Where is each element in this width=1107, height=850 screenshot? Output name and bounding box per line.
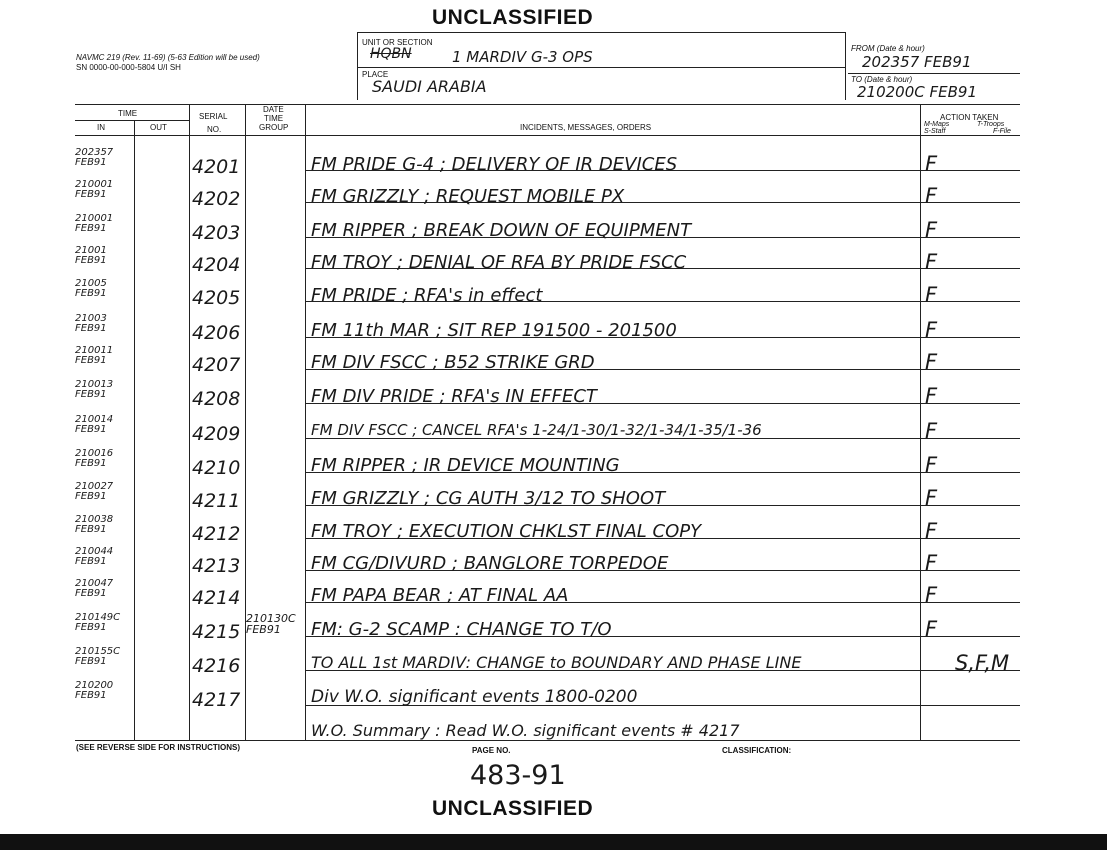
action-code: F [925, 419, 938, 443]
table-header-divider [75, 135, 1020, 136]
serial-no: 4210 [192, 457, 241, 479]
in-header: IN [97, 123, 105, 132]
dtg-header-group: GROUP [259, 123, 289, 132]
message: FM DIV FSCC ; CANCEL RFA's 1-24/1-30/1-32/1-34/1-35/1-36 [311, 421, 762, 439]
incidents-action-divider [920, 104, 921, 740]
serial-no: 4205 [192, 287, 241, 309]
action-code: F [925, 350, 938, 374]
message: FM PRIDE G-4 ; DELIVERY OF IR DEVICES [311, 154, 678, 175]
action-code: F [925, 384, 938, 408]
message: FM TROY ; EXECUTION CHKLST FINAL COPY [311, 521, 702, 542]
form-id: NAVMC 219 (Rev. 11-69) (5-63 Edition will be used) [76, 53, 260, 62]
message: FM TROY ; DENIAL OF RFA BY PRIDE FSCC [311, 252, 687, 273]
action-code: F [925, 617, 938, 641]
from-box-left [845, 32, 846, 100]
serial-header: SERIAL [199, 112, 228, 121]
place-label: PLACE [362, 70, 389, 79]
message: TO ALL 1st MARDIV: CHANGE to BOUNDARY AND PHASE LINE [311, 653, 802, 672]
message: FM 11th MAR ; SIT REP 191500 - 201500 [311, 320, 677, 341]
serial-no: 4211 [192, 490, 241, 512]
serial-no: 4204 [192, 254, 241, 276]
action-code: F [925, 551, 938, 575]
top-classification: UNCLASSIFIED [432, 6, 594, 29]
classification-label: CLASSIFICATION: [722, 746, 792, 755]
serial-no: 4201 [192, 156, 241, 178]
action-code: F [925, 519, 938, 543]
time-in: 210011 FEB91 [75, 345, 114, 366]
page-no-label: PAGE NO. [472, 746, 511, 755]
action-t-label: T-Troops [977, 121, 1005, 128]
message: FM GRIZZLY ; REQUEST MOBILE PX [311, 186, 625, 207]
unit-value: 1 MARDIV G-3 OPS [452, 48, 593, 66]
stock-number: SN 0000-00-000-5804 U/I SH [76, 63, 181, 72]
action-code: F [925, 583, 938, 607]
out-header: OUT [150, 123, 167, 132]
unit-label: UNIT OR SECTION [362, 38, 433, 47]
message: FM DIV PRIDE ; RFA's IN EFFECT [311, 386, 597, 407]
action-code: F [925, 218, 938, 242]
action-code: F [925, 250, 938, 274]
scan-bottom-edge [0, 834, 1107, 850]
time-in: 210001 FEB91 [75, 213, 114, 234]
page-number: 483-91 [470, 760, 566, 791]
message: FM PRIDE ; RFA's in effect [311, 285, 543, 306]
dtg: 210130C FEB91 [246, 612, 296, 636]
to-value: 210200C FEB91 [857, 83, 977, 101]
action-taken-header: ACTION TAKEN [940, 113, 999, 122]
time-in: 210027 FEB91 [75, 481, 114, 502]
time-in: 210155C FEB91 [75, 646, 121, 667]
time-in [75, 715, 135, 725]
time-subheader-line [75, 120, 189, 121]
serial-no: 4216 [192, 655, 241, 677]
message: FM RIPPER ; IR DEVICE MOUNTING [311, 455, 620, 476]
serial-no: 4212 [192, 523, 241, 545]
time-in: 210013 FEB91 [75, 379, 114, 400]
action-f-label: F-File [993, 128, 1011, 135]
message: FM RIPPER ; BREAK DOWN OF EQUIPMENT [311, 220, 692, 241]
action-code: F [925, 184, 938, 208]
time-in: 210149C FEB91 [75, 612, 121, 633]
time-serial-divider [189, 104, 190, 740]
message: FM PAPA BEAR ; AT FINAL AA [311, 585, 569, 606]
serial-no: 4207 [192, 354, 241, 376]
action-code: F [925, 486, 938, 510]
from-to-divider [848, 73, 1020, 74]
message: FM GRIZZLY ; CG AUTH 3/12 TO SHOOT [311, 488, 666, 509]
time-in: 210044 FEB91 [75, 546, 114, 567]
message: Div W.O. significant events 1800-0200 [311, 687, 638, 707]
serial-no: 4215 [192, 621, 241, 643]
from-label: FROM (Date & hour) [851, 44, 925, 53]
dtg-incidents-divider [305, 104, 306, 740]
place-value: SAUDI ARABIA [372, 77, 487, 96]
time-in: 210001 FEB91 [75, 179, 114, 200]
to-label: TO (Date & hour) [851, 75, 913, 84]
message: W.O. Summary : Read W.O. significant events # 4217 [311, 721, 740, 740]
action-code: F [925, 283, 938, 307]
serial-no: 4209 [192, 423, 241, 445]
serial-no: 4206 [192, 322, 241, 344]
dtg-header-date: DATE [263, 105, 284, 114]
message: FM: G-2 SCAMP : CHANGE TO T/O [311, 619, 612, 640]
serial-no: 4202 [192, 188, 241, 210]
serial-dtg-divider [245, 104, 246, 740]
unit-box-left [357, 32, 358, 100]
unit-value-struck: HQBN [370, 46, 412, 62]
action-code: F [925, 152, 938, 176]
serial-no: 4208 [192, 388, 241, 410]
incidents-header: INCIDENTS, MESSAGES, ORDERS [520, 123, 652, 132]
time-in: 210038 FEB91 [75, 514, 114, 535]
time-in: 202357 FEB91 [75, 147, 114, 168]
unit-box-top [357, 32, 845, 33]
action-code: F [925, 453, 938, 477]
unit-place-divider [357, 67, 845, 68]
from-value: 202357 FEB91 [862, 53, 972, 71]
action-code: F [925, 318, 938, 342]
time-in: 21005 FEB91 [75, 278, 107, 299]
bottom-classification: UNCLASSIFIED [432, 797, 594, 820]
time-in: 210047 FEB91 [75, 578, 114, 599]
time-header: TIME [118, 109, 138, 118]
time-in: 210014 FEB91 [75, 414, 114, 435]
serial-no: 4214 [192, 587, 241, 609]
instructions-note: (SEE REVERSE SIDE FOR INSTRUCTIONS) [76, 743, 241, 752]
time-in: 210016 FEB91 [75, 448, 114, 469]
message: FM DIV FSCC ; B52 STRIKE GRD [311, 352, 595, 373]
serial-no: 4203 [192, 222, 241, 244]
action-s-label: S-Staff [924, 128, 946, 135]
action-code: S,F,M [955, 651, 1010, 675]
action-m-label: M-Maps [924, 121, 950, 128]
table-top-border [75, 104, 1020, 105]
table-bottom-border [75, 740, 1020, 741]
dtg-header-time: TIME [264, 114, 284, 123]
time-in: 21003 FEB91 [75, 313, 107, 334]
message: FM CG/DIVURD ; BANGLORE TORPEDOE [311, 553, 669, 574]
time-in: 210200 FEB91 [75, 680, 114, 701]
serial-no: 4213 [192, 555, 241, 577]
serial-header-no: NO. [207, 125, 222, 134]
serial-no: 4217 [192, 689, 241, 711]
time-in: 21001 FEB91 [75, 245, 107, 266]
